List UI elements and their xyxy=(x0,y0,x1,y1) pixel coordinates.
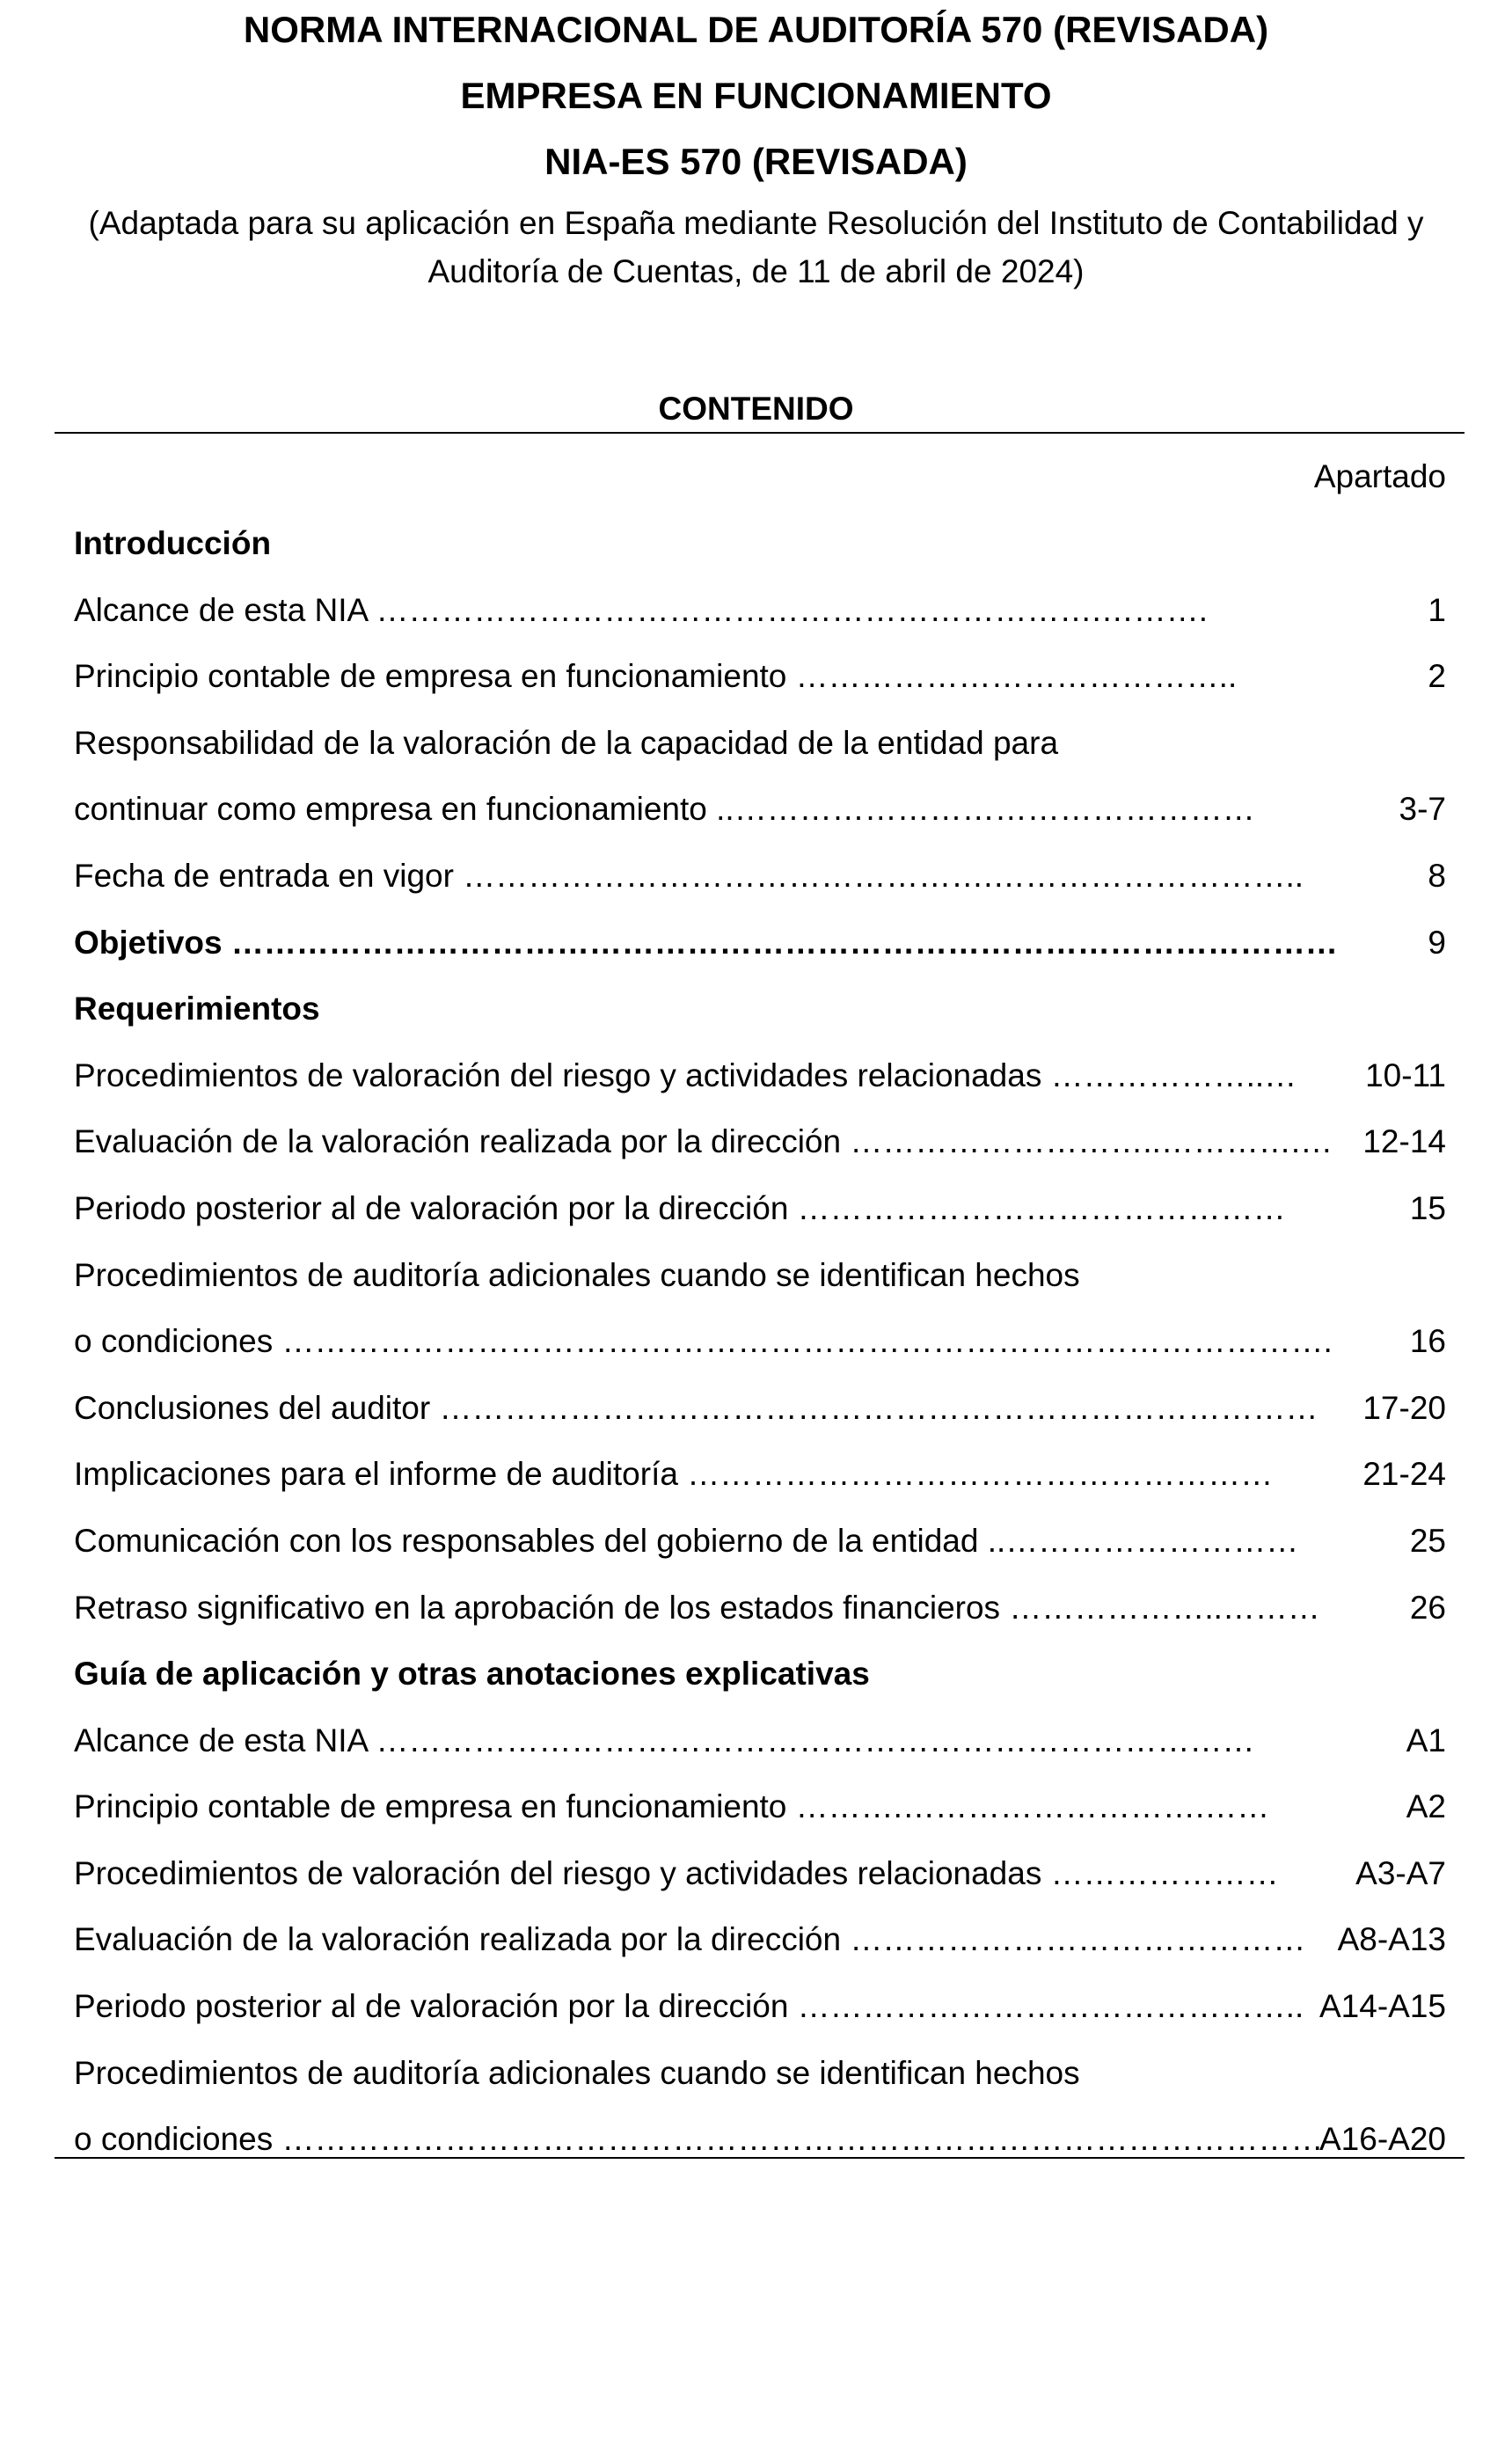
toc-entry xyxy=(74,652,1446,719)
toc-entry-paragraph: A2 xyxy=(1406,1788,1446,1825)
table-of-contents xyxy=(74,519,1446,2182)
toc-entry-text: Alcance de esta NIA ……………………………………………………………………… xyxy=(74,1722,1255,1758)
toc-entry-paragraph: 12-14 xyxy=(1362,1123,1446,1160)
toc-entry xyxy=(74,1915,1446,1982)
toc-entry-text: o condiciones ……………………………………………………………………………………. xyxy=(74,1323,1333,1360)
toc-entry-paragraph: 21-24 xyxy=(1362,1456,1446,1493)
toc-entry-paragraph: 1 xyxy=(1428,591,1446,628)
toc-entry-paragraph: A3-A7 xyxy=(1355,1854,1446,1891)
toc-entry-text: Fecha de entrada en vigor ………………………………………….……………………….. xyxy=(74,857,1304,894)
document-header xyxy=(0,0,1512,296)
toc-entry xyxy=(74,1384,1446,1451)
toc-entry xyxy=(74,586,1446,653)
toc-entry xyxy=(74,2049,1446,2116)
toc-entry-paragraph: 9 xyxy=(1428,924,1446,961)
document-title-line-2: EMPRESA EN FUNCIONAMIENTO xyxy=(460,75,1052,116)
toc-entry-paragraph: 10-11 xyxy=(1365,1056,1446,1093)
toc-entry-text: Principio contable de empresa en funcionamiento ………………………………….. xyxy=(74,658,1238,695)
contents-top-rule xyxy=(55,432,1465,434)
toc-entry-text: Guía de aplicación y otras anotaciones explicativas xyxy=(74,1656,870,1693)
contents-bottom-rule xyxy=(55,2157,1465,2159)
toc-entry-text: Introducción xyxy=(74,525,272,561)
contents-heading: CONTENIDO xyxy=(658,391,854,427)
toc-entry-text: o condiciones …………………………………………………………………………………… xyxy=(74,2121,1324,2158)
toc-entry xyxy=(74,1716,1446,1783)
toc-entry xyxy=(74,1583,1446,1650)
toc-entry-paragraph: 8 xyxy=(1428,857,1446,894)
toc-entry xyxy=(74,1849,1446,1916)
toc-entry-paragraph: 3-7 xyxy=(1399,791,1446,828)
toc-entry xyxy=(74,1450,1446,1517)
toc-section-heading xyxy=(74,1649,1446,1716)
toc-entry xyxy=(74,1117,1446,1184)
toc-entry-text: Procedimientos de auditoría adicionales cuando se identifican hechos xyxy=(74,2054,1080,2091)
apartado-column-label: Apartado xyxy=(1313,458,1446,494)
toc-entry xyxy=(74,719,1446,786)
toc-entry xyxy=(74,852,1446,918)
toc-entry-paragraph: 25 xyxy=(1409,1522,1446,1559)
toc-section-heading xyxy=(74,984,1446,1051)
toc-entry xyxy=(74,1251,1446,1318)
toc-entry-text: Objetivos ………………………………………………………………………………………… xyxy=(74,924,1338,961)
toc-entry-text: Responsabilidad de la valoración de la capacidad de la entidad para xyxy=(74,724,1059,761)
toc-entry xyxy=(74,1982,1446,2049)
toc-entry-text: Conclusiones del auditor ……………………………………………………………………… xyxy=(74,1389,1318,1426)
toc-entry xyxy=(74,1782,1446,1849)
toc-entry-text: Requerimientos xyxy=(74,991,320,1027)
toc-entry xyxy=(74,785,1446,852)
toc-entry-paragraph: 17-20 xyxy=(1362,1389,1446,1426)
toc-entry-text: Periodo posterior al de valoración por la dirección ……………………………………… xyxy=(74,1189,1286,1226)
toc-entry-text: Comunicación con los responsables del gobierno de la entidad ..……………………… xyxy=(74,1522,1299,1559)
toc-entry-paragraph: A14-A15 xyxy=(1319,1988,1446,2025)
toc-entry-text: Implicaciones para el informe de auditoría ……………………………………………… xyxy=(74,1456,1274,1493)
toc-entry-text: Retraso significativo en la aprobación de los estados financieros ………………..……… xyxy=(74,1589,1320,1626)
toc-entry xyxy=(74,1184,1446,1251)
toc-entry-text: Procedimientos de auditoría adicionales cuando se identifican hechos xyxy=(74,1256,1080,1293)
toc-entry-text: Principio contable de empresa en funcionamiento ……….……………………….…… xyxy=(74,1788,1270,1825)
toc-entry-paragraph: 16 xyxy=(1409,1323,1446,1360)
toc-entry-paragraph: A8-A13 xyxy=(1337,1921,1446,1958)
toc-entry-text: Evaluación de la valoración realizada por la dirección ………………………..………….… xyxy=(74,1123,1333,1160)
toc-section-heading xyxy=(74,519,1446,586)
document-title-line-1: NORMA INTERNACIONAL DE AUDITORÍA 570 (REVISADA) xyxy=(243,9,1269,50)
toc-entry-paragraph: A1 xyxy=(1406,1722,1446,1758)
toc-entry-text: continuar como empresa en funcionamiento ..………………………………………… xyxy=(74,791,1255,828)
toc-entry-paragraph: 15 xyxy=(1409,1189,1446,1226)
toc-entry xyxy=(74,1317,1446,1384)
toc-entry-text: Alcance de esta NIA ………………………………………………………….………. xyxy=(74,591,1209,628)
toc-entry xyxy=(74,1517,1446,1583)
toc-entry-paragraph: 2 xyxy=(1428,658,1446,695)
toc-entry xyxy=(74,1051,1446,1118)
toc-entry-text: Periodo posterior al de valoración por la dirección ……………………………………….. xyxy=(74,1988,1304,2025)
toc-entry xyxy=(74,2115,1446,2182)
toc-entry-text: Procedimientos de valoración del riesgo y actividades relacionadas ………………… xyxy=(74,1854,1279,1891)
document-subtitle: (Adaptada para su aplicación en España mediante Resolución del Instituto de Contabilidad y Auditoría de Cuentas, de 11 de abril de 2024) xyxy=(88,205,1424,289)
toc-entry-text: Procedimientos de valoración del riesgo y actividades relacionadas ………………..… xyxy=(74,1056,1297,1093)
toc-entry-text: Evaluación de la valoración realizada por la dirección …………………………………… xyxy=(74,1921,1306,1958)
toc-entry-paragraph: 26 xyxy=(1409,1589,1446,1626)
toc-entry-paragraph: A16-A20 xyxy=(1319,2121,1446,2158)
document-title-line-3: NIA-ES 570 (REVISADA) xyxy=(544,141,968,182)
toc-entry-objetivos xyxy=(74,918,1446,985)
